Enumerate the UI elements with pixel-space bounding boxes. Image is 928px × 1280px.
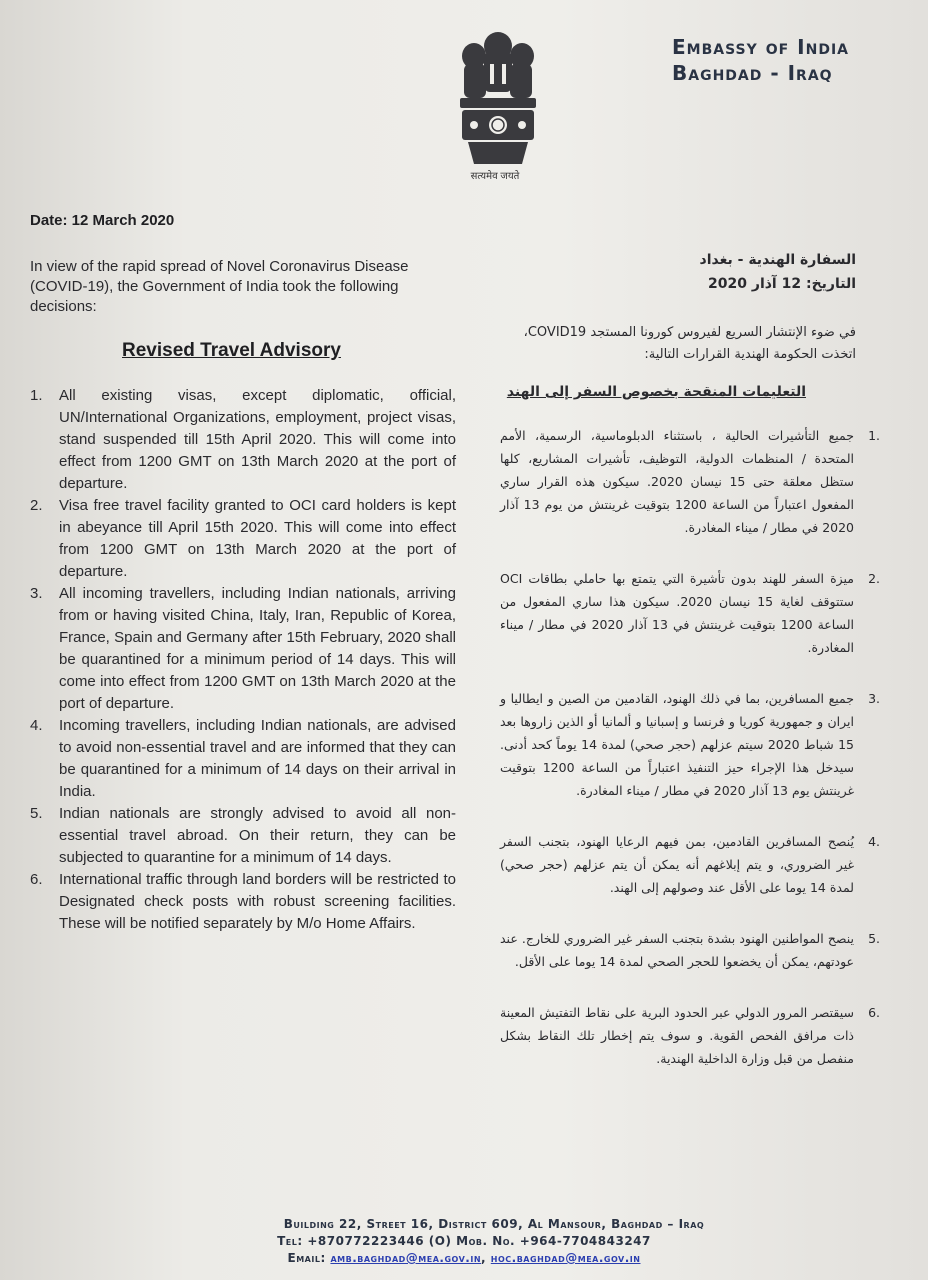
arabic-advisory-title: التعليمات المنقحة بخصوص السفر إلى الهند — [506, 384, 806, 400]
footer-telephone: Tel: +870772223446 (O) Mob. No. +964-7704843247 — [277, 1234, 651, 1248]
footer-address: Building 22, Street 16, District 609, Al Mansour, Baghdad – Iraq — [283, 1217, 705, 1231]
letterhead-footer — [0, 1216, 928, 1267]
item-text: يُنصح المسافرين القادمين، بمن فيهم الرعايا الهنود، بتجنب السفر غير الضروري، و يتم إبلاغهم أنه يمكن أن يتم عزلهم (حجر صحي) لمدة 14 يوما على الأقل عند وصولهم إلى الهند. — [500, 834, 854, 895]
item-number: 4. — [30, 717, 43, 734]
item-number: 5. — [30, 805, 43, 822]
list-item — [500, 830, 880, 899]
list-item — [30, 869, 456, 935]
national-emblem-icon — [438, 24, 558, 189]
list-item — [500, 567, 880, 659]
embassy-line-2: Baghdad - Iraq — [672, 61, 833, 85]
list-item — [30, 803, 456, 869]
arabic-date: التاريخ: 12 آذار 2020 — [708, 276, 856, 292]
item-text: ميزة السفر للهند بدون تأشيرة التي يتمتع بها حاملي بطاقات OCI ستتوقف لغاية 15 نيسان 2020. سيكون هذا ساري المفعول من الساعة 1200 بتوقيت غرينتش في 13 آذار 2020 في مطار / ميناء المغادرة. — [500, 571, 855, 655]
list-item — [500, 1001, 880, 1070]
list-item — [500, 927, 880, 973]
item-text: Indian nationals are strongly advised to avoid all non-essential travel abroad. On their return, they can be subjected to quarantine for a minimum of 14 days. — [59, 805, 456, 866]
item-number: .3 — [868, 691, 880, 706]
english-decision-list — [30, 385, 456, 935]
item-text: جميع المسافرين، بما في ذلك الهنود، القادمين من الصين و ايطاليا و ايران و جمهورية كوريا و فرنسا و إسبانيا و ألمانيا أو الذين زاروها بعد 15 شباط 2020 سيتم عزلهم (حجر صحي) لمدة 14 يوماً كحد أدنى. سيدخل هذا الإجراء حيز التنفيذ اعتباراً من الساعة 1200 بتوقيت غرينتش يوم 13 آذار 2020 في مطار / ميناء المغادرة. — [500, 691, 854, 798]
email-label: Email: — [287, 1251, 326, 1265]
letter-date: Date: 12 March 2020 — [30, 212, 175, 229]
arabic-decision-list — [500, 424, 880, 1070]
item-text: International traffic through land borders will be restricted to Designated check posts with robust screening facilities. These will be notified separately by M/o Home Affairs. — [59, 871, 456, 932]
list-item — [30, 495, 456, 583]
list-item — [30, 583, 456, 715]
item-number: .2 — [868, 571, 880, 586]
item-text: All existing visas, except diplomatic, official, UN/International Organizations, employment, project visas, stand suspended till 15th April 2020. This will come into effect from 1200 GMT on 13th March 2020 at the port of departure. — [59, 387, 456, 492]
email-link-head-of-chancery[interactable]: hoc.baghdad@mea.gov.in — [490, 1251, 641, 1265]
advisory-title: Revised Travel Advisory — [122, 340, 341, 361]
item-number: 1. — [30, 387, 43, 404]
list-item — [500, 424, 880, 539]
item-text: ينصح المواطنين الهنود بشدة بتجنب السفر غير الضروري للخارج. عند عودتهم، يمكن أن يخضعوا للحجر الصحي لمدة 14 يوما على الأقل. — [500, 931, 854, 969]
item-text: سيقتصر المرور الدولي عبر الحدود البرية على نقاط التفتيش المعينة ذات مرافق الفحص القوية. و سوف يتم إخطار تلك النقاط بشكل منفصل من قبل وزارة الداخلية الهندية. — [500, 1005, 854, 1066]
arabic-header — [556, 248, 856, 296]
intro-paragraph: In view of the rapid spread of Novel Coronavirus Disease (COVID-19), the Government of India took the following decisions: — [30, 258, 409, 315]
item-text: Visa free travel facility granted to OCI card holders is kept in abeyance till April 15th 2020. This will come into effect from 1200 GMT on 13th March 2020 at the port of departure. — [59, 497, 456, 580]
emblem-motto: सत्यमेव जयते — [470, 171, 520, 182]
arabic-intro-paragraph: في ضوء الإنتشار السريع لفيروس كورونا المستجد COVID19، اتخذت الحكومة الهندية القرارات التالية: — [523, 325, 856, 362]
list-item — [30, 715, 456, 803]
item-number: 2. — [30, 497, 43, 514]
item-number: .6 — [868, 1005, 880, 1020]
item-number: 3. — [30, 585, 43, 602]
embassy-name — [672, 34, 849, 86]
item-number: 6. — [30, 871, 43, 888]
footer-email-line — [0, 1250, 928, 1267]
arabic-embassy-name: السفارة الهندية - بغداد — [699, 252, 856, 268]
item-number: .1 — [868, 428, 880, 443]
item-text: جميع التأشيرات الحالية ، باستثناء الدبلوماسية، الرسمية، الأمم المتحدة / المنظمات الدولية، التوظيف، تأشيرات المشاريع، كلها ستظل معلقة حتى 15 نيسان 2020. سيكون هذه القرار ساري المفعول اعتباراً من الساعة 1200 بتوقيت غرينتش من يوم 13 آذار 2020 في مطار / ميناء المغادرة. — [500, 428, 854, 535]
item-number: .4 — [868, 834, 880, 849]
embassy-line-1: Embassy of India — [672, 35, 849, 59]
email-link-ambassador[interactable]: amb.baghdad@mea.gov.in — [330, 1251, 482, 1265]
email-separator: , — [481, 1251, 491, 1265]
item-number: .5 — [868, 931, 880, 946]
list-item — [30, 385, 456, 495]
item-text: All incoming travellers, including Indian nationals, arriving from or having visited China, Italy, Iran, Republic of Korea, France, Spain and Germany after 15th February, 2020 shall be quarantined for a minimum period of 14 days. This will come into effect from 1200 GMT on 13th March 2020 at the port of departure. — [59, 585, 456, 712]
list-item — [500, 687, 880, 802]
item-text: Incoming travellers, including Indian nationals, are advised to avoid non-essential travel and are informed that they can be quarantined for a minimum of 14 days on their arrival in India. — [59, 717, 456, 800]
